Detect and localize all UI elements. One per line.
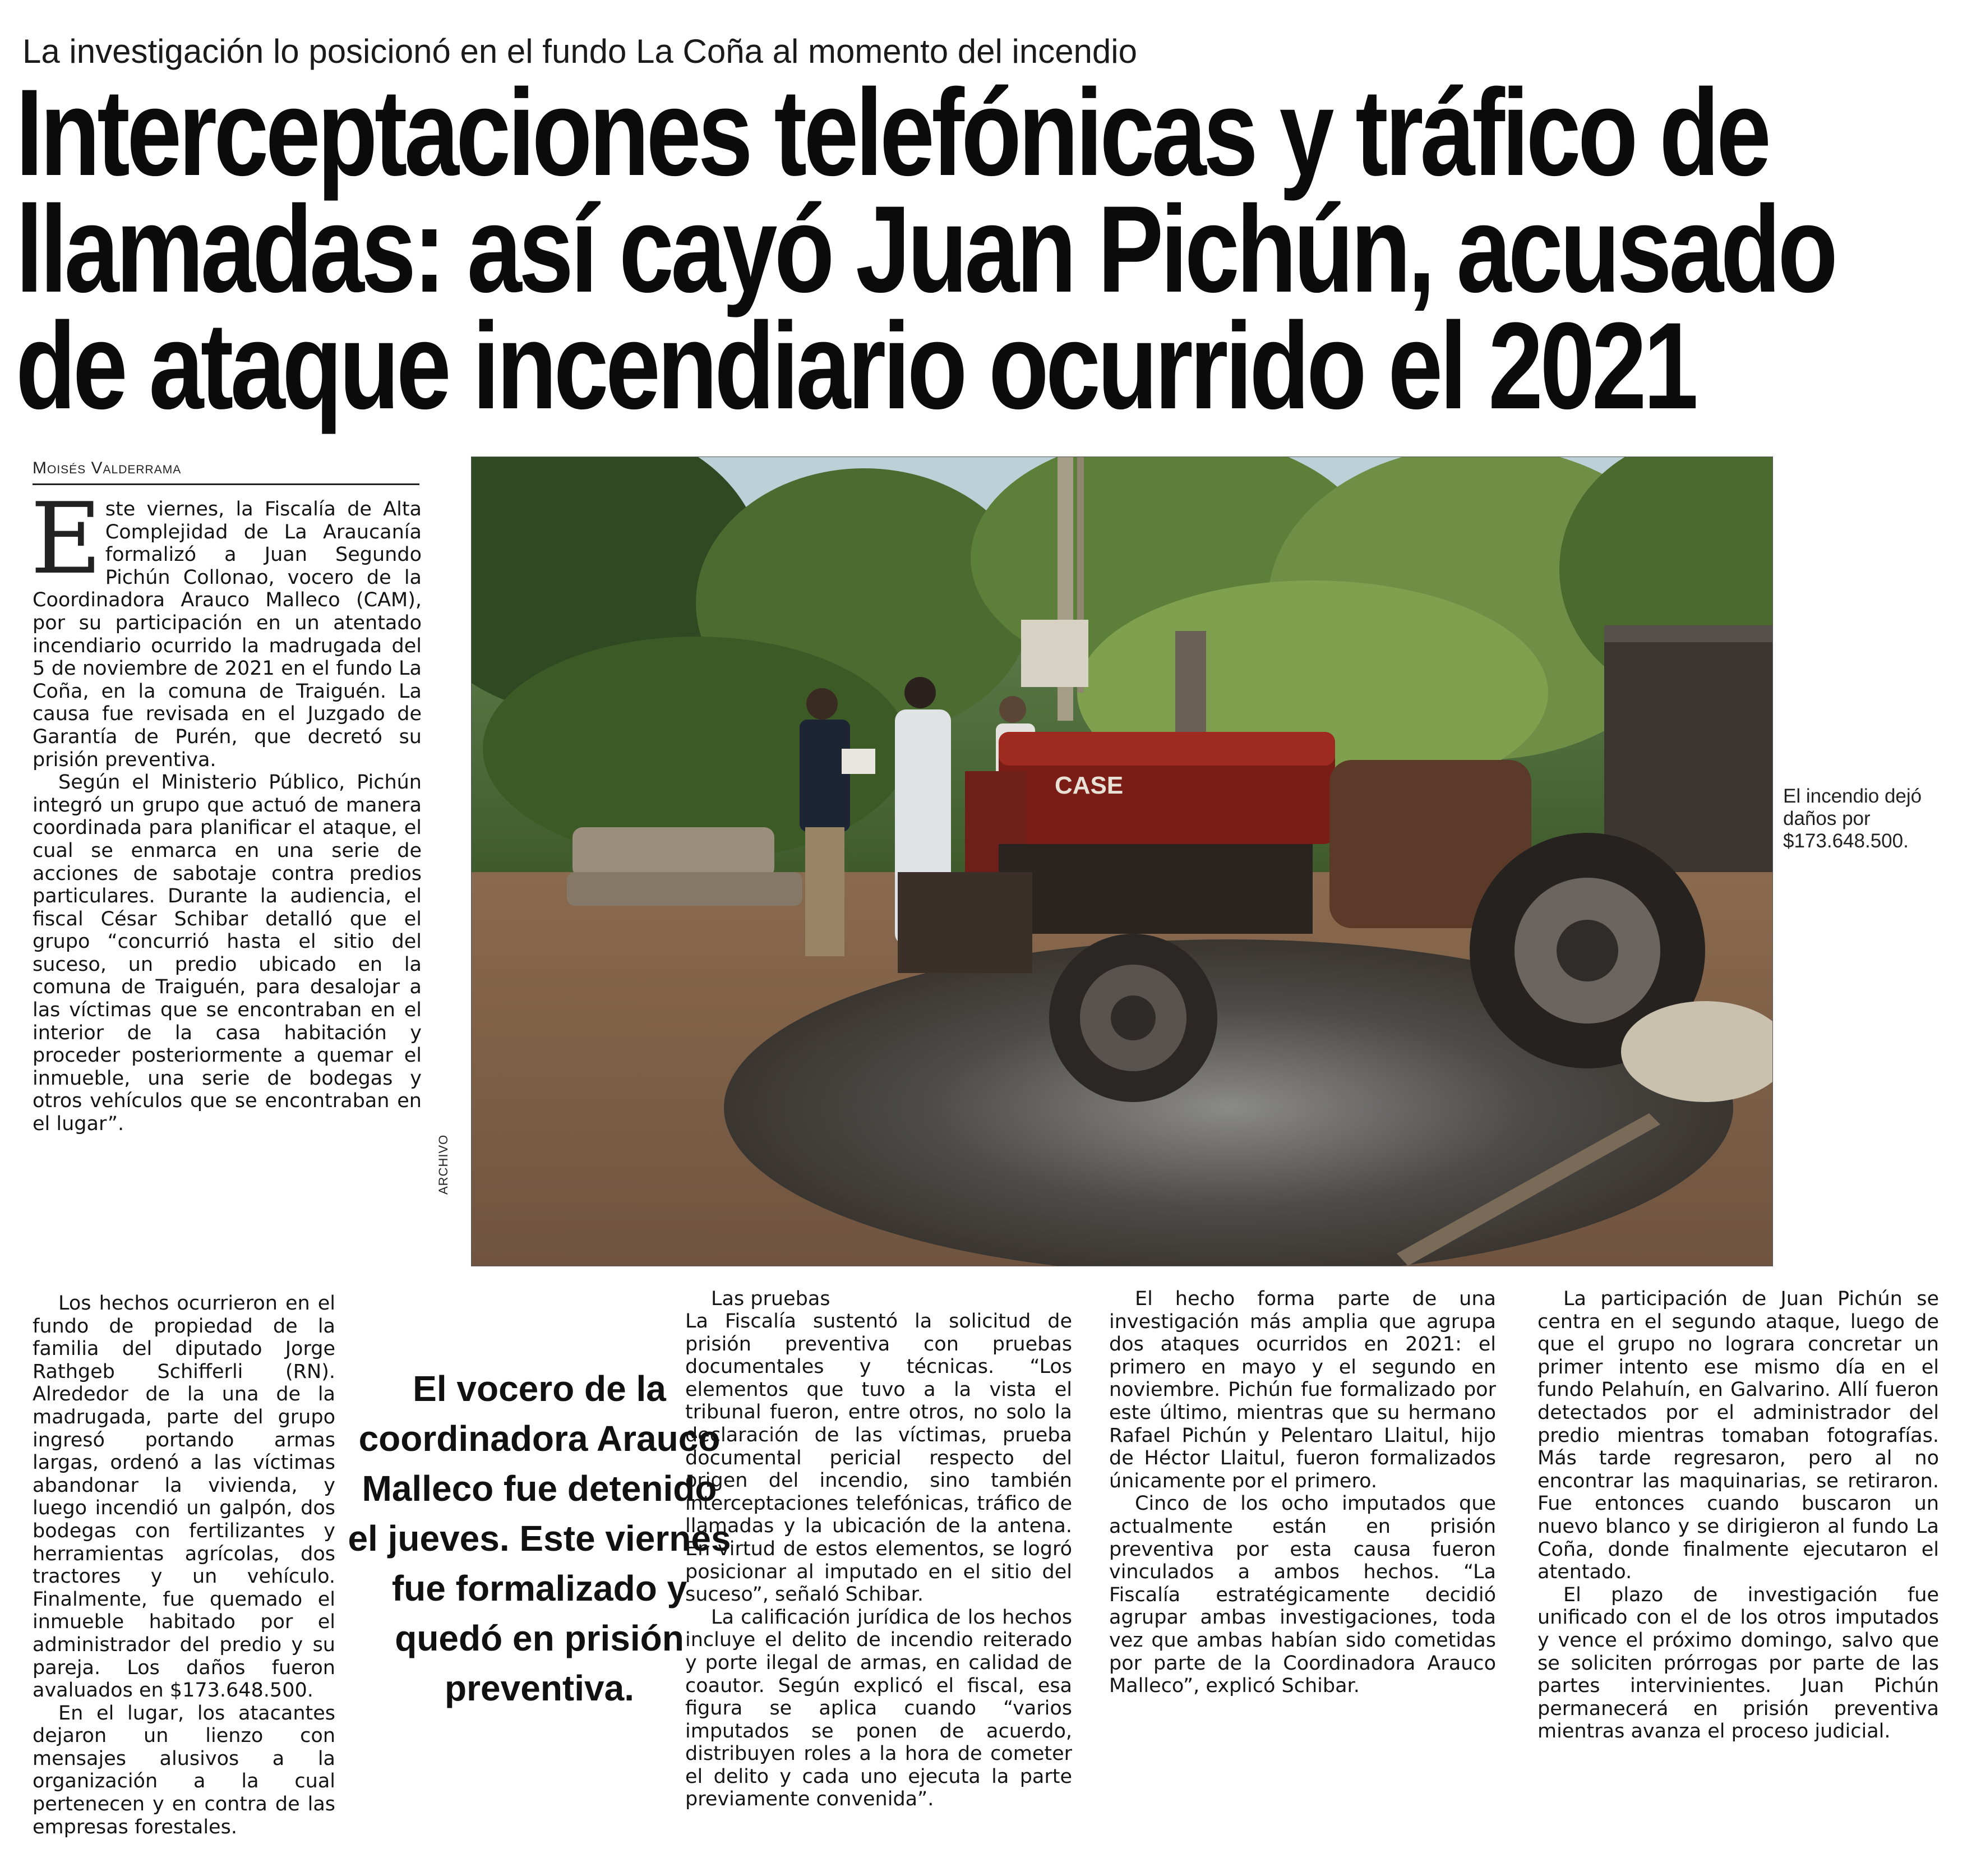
paragraph-1-text: ste viernes, la Fiscalía de Alta Complejidad de La Araucanía formalizó a Juan Segundo Pichún Collonao, vocero de la Coordinadora Arauco Malleco (CAM), por su participación en un atentado incendiario ocurrido la madrugada del 5 de noviembre de 2021 en el fundo La Coña, en la comuna de Traiguén. La causa fue revisada en el Juzgado de Garantía de Purén, que decretó su prisión preventiva. bbox=[33, 498, 422, 771]
photo-caption: El incendio dejó daños por $173.648.500. bbox=[1783, 785, 1922, 852]
body-column-2 bbox=[685, 1288, 1072, 1811]
paragraph-9: La participación de Juan Pichún se centra en el segundo ataque, luego de que el grupo no lograra concretar un primer intento ese mismo día en el fundo Pelahuín, en Galvarino. Allí fueron detectados por el administrador del predio mientras tomaban fotografías. Más tarde regresaron, pero al no encontrar las maquinarias, se retiraron. Fue entonces cuando buscaron un nuevo blanco y se dirigieron al fundo La Coña, donde finalmente ejecutaron el atentado. bbox=[1537, 1288, 1939, 1584]
paragraph-10: El plazo de investigación fue unificado con el de los otros imputados y vence el próximo domingo, salvo que se soliciten prórrogas por parte de las partes intervinientes. Juan Pichún permanecerá en prisión preventiva mientras avanza el proceso judicial. bbox=[1537, 1583, 1939, 1743]
paragraph-7: El hecho forma parte de una investigación más amplia que agrupa dos ataques ocurridos en 2021: el primero en mayo y el segundo en noviembre. Pichún fue formalizado por este último, mientras que su hermano Rafael Pichún y Pelentaro Llaitul, hijo de Héctor Llaitul, fueron formalizados únicamente por el primero. bbox=[1109, 1288, 1496, 1492]
drop-cap: E bbox=[30, 482, 102, 596]
headline-line-3: de ataque incendiario ocurrido el 2021 bbox=[16, 297, 1696, 435]
paragraph-3: Los hechos ocurrieron en el fundo de propiedad de la familia del diputado Jorge Rathgeb Schifferli (RN). Alrededor de la una de la madrugada, parte del grupo ingresó portando armas largas, ordenó a las víctimas abandonar la vivienda, y luego incendió un galpón, dos bodegas con fertilizantes y herramientas agrícolas, dos tractores y un vehículo. Finalmente, fue quemado el inmueble habitado por el administrador del predio y su pareja. Los daños fueron avaluados en $173.648.500. bbox=[33, 1292, 335, 1702]
body-column-1-lower bbox=[33, 1292, 335, 1838]
article-kicker: La investigación lo posicionó en el fundo La Coña al momento del incendio bbox=[22, 33, 1137, 70]
paragraph-1 bbox=[30, 482, 422, 771]
article-headline bbox=[16, 63, 1945, 435]
paragraph-6: La calificación jurídica de los hechos incluye el delito de incendio reiterado y porte ilegal de armas, en calidad de coautor. Según explicó el fiscal, esa figura se aplica cuando “varios imputados se ponen de acuerdo, distribuyen roles a la hora de cometer el delito y cada uno ejecuta la parte previamente convenida”. bbox=[685, 1606, 1072, 1811]
body-column-1 bbox=[30, 482, 422, 1136]
tractor-brand-text: CASE bbox=[1055, 772, 1124, 799]
pull-quote: El vocero de la coordinadora Arauco Malleco fue detenido el jueves. Este viernes fue formalizado y quedó en prisión preventiva. bbox=[348, 1368, 731, 1708]
paragraph-2: Según el Ministerio Público, Pichún integró un grupo que actuó de manera coordinada para planificar el ataque, el cual se enmarca en una serie de acciones de sabotaje contra predios particulares. Durante la audiencia, el fiscal César Schibar detalló que el grupo “concurrió hasta el sitio del suceso, un predio ubicado en la comuna de Traiguén, para desalojar a las víctimas que se encontraban en el interior de la casa habitación y proceder posteriormente a quemar el inmueble, una serie de bodegas y otros vehículos que se encontraban en el lugar”. bbox=[33, 771, 422, 1136]
paragraph-5: La Fiscalía sustentó la solicitud de prisión preventiva con pruebas documentales y técnicas. “Los elementos que tuvo a la vista el tribunal fueron, entre otros, no solo la declaración de las víctimas, prueba documental pericial respecto del origen del incendio, sino también interceptaciones telefónicas, tráfico de llamadas y la ubicación de la antena. En virtud de estos elementos, se logró posicionar al imputado en el sitio del suceso”, señaló Schibar. bbox=[685, 1310, 1072, 1606]
section-subhead: Las pruebas bbox=[711, 1288, 830, 1310]
article-photo bbox=[471, 457, 1773, 1266]
burned-tractor-photo bbox=[472, 457, 1772, 1266]
body-column-3 bbox=[1109, 1288, 1496, 1698]
paragraph-4: En el lugar, los atacantes dejaron un lienzo con mensajes alusivos a la organización a la cual pertenecen y en contra de las empresas forestales. bbox=[33, 1702, 335, 1838]
body-column-4 bbox=[1537, 1288, 1939, 1743]
byline: Moisés Valderrama bbox=[33, 459, 419, 485]
headline-line-2: llamadas: así cayó Juan Pichún, acusado bbox=[16, 180, 1835, 318]
photo-credit: ARCHIVO bbox=[436, 1134, 450, 1195]
paragraph-8: Cinco de los ocho imputados que actualmente están en prisión preventiva por esta causa fueron vinculados a ambos hechos. “La Fiscalía estratégicamente decidió agrupar ambas investigaciones, toda vez que ambas habían sido cometidas por parte de la Coordinadora Arauco Malleco”, explicó Schibar. bbox=[1109, 1492, 1496, 1698]
headline-line-1: Interceptaciones telefónicas y tráfico de bbox=[16, 63, 1769, 201]
